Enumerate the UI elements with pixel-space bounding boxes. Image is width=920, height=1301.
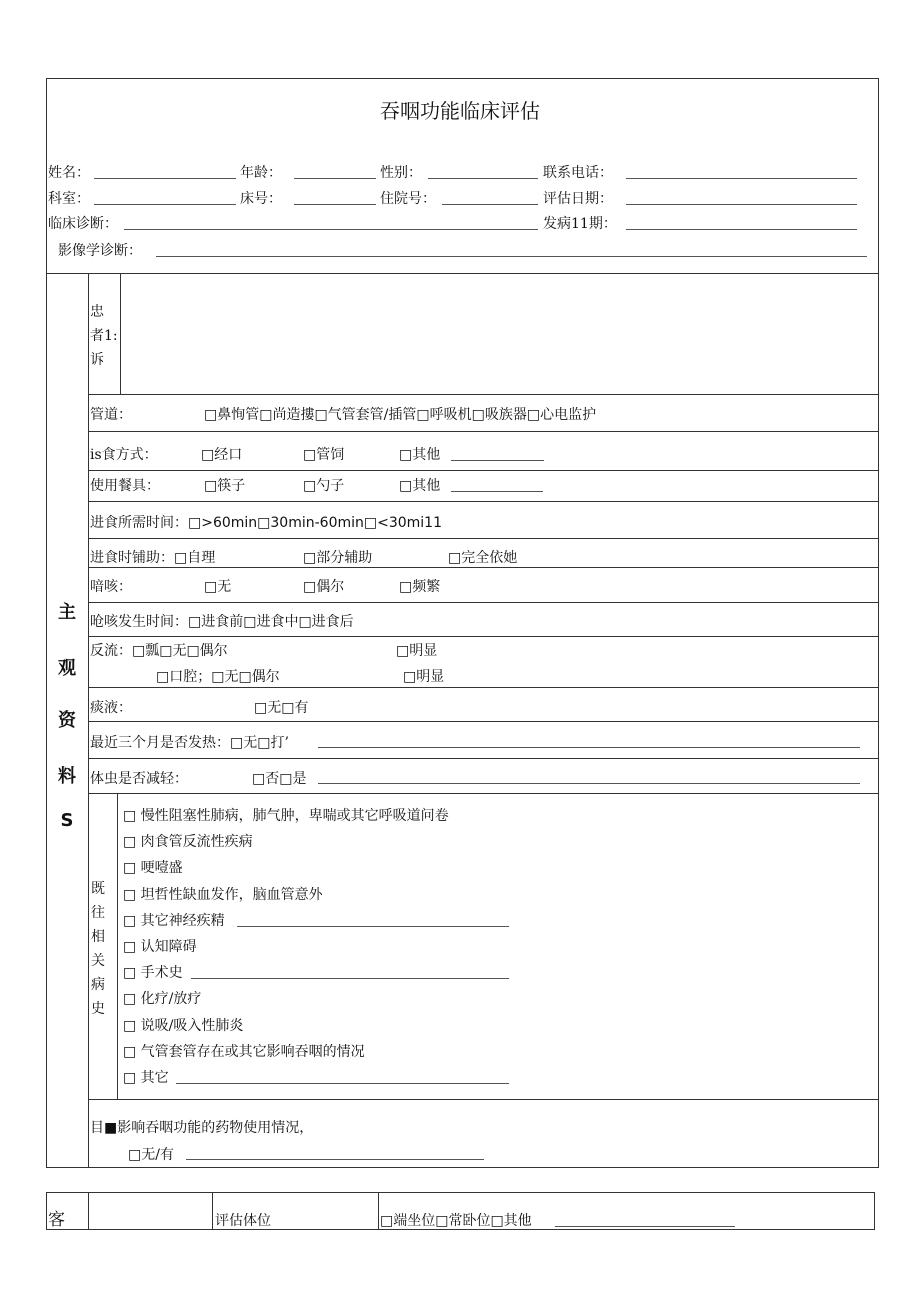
assist-option-partial[interactable]: □部分辅助: [303, 550, 373, 566]
diagnosis-field[interactable]: [124, 229, 538, 230]
history-other-field[interactable]: [176, 1083, 509, 1084]
utensil-option-other[interactable]: □其他: [399, 478, 441, 494]
medication-question: 目■影响吞咽功能的药物使用情况，: [90, 1120, 314, 1136]
objective-divider: [378, 1192, 379, 1230]
tube-options[interactable]: □鼻恂管□尚造摟□气管套管/插管□呼吸机□吸族器□心电监护: [204, 407, 597, 423]
utensil-other-field[interactable]: [451, 491, 543, 492]
assist-label[interactable]: 进食时铺助：□自理: [90, 550, 216, 566]
row-divider: [88, 793, 879, 794]
age-label: 年龄：: [240, 165, 282, 181]
history-item[interactable]: □ 化疗/放疗: [123, 991, 202, 1007]
fever-field[interactable]: [318, 747, 860, 748]
dept-label: 科室：: [48, 191, 90, 207]
history-divider: [117, 793, 118, 1099]
history-label-4: 关: [91, 953, 105, 969]
history-label-3: 相: [91, 929, 105, 945]
name-label: 姓名：: [48, 165, 90, 181]
history-item[interactable]: □ 认知障碍: [123, 939, 197, 955]
subjective-char-5: S: [60, 810, 74, 831]
admission-field[interactable]: [442, 204, 538, 205]
onset-label: 发病11期：: [543, 216, 617, 232]
complaint-input[interactable]: [122, 276, 876, 392]
history-item[interactable]: □ 坦哲性缺血发作，脑血管意外: [123, 887, 323, 903]
cough-option-none[interactable]: □无: [204, 579, 232, 595]
phone-label: 联系电话：: [543, 165, 613, 181]
feeding-option-tube[interactable]: □管饲: [303, 447, 345, 463]
history-item[interactable]: □ 哽噎盛: [123, 860, 183, 876]
history-item[interactable]: □ 手术史: [123, 965, 183, 981]
eating-time[interactable]: 进食所需时间：□>60min□30min-60min□<30mi11: [90, 515, 442, 531]
row-divider: [88, 470, 879, 471]
row-divider: [88, 501, 879, 502]
objective-divider: [212, 1192, 213, 1230]
cough-time[interactable]: 呛咳发生时间：□进食前□进食中□进食后: [90, 614, 354, 630]
utensil-option-spoon[interactable]: □勺子: [303, 478, 345, 494]
complaint-label-2: 者1:: [90, 328, 118, 344]
history-item[interactable]: □ 肉食管反流性疾病: [123, 834, 253, 850]
page-title: 吞咽功能临床评估: [380, 99, 540, 123]
utensil-option-chopsticks[interactable]: □筷子: [204, 478, 246, 494]
row-divider: [88, 394, 879, 395]
row-divider: [88, 636, 879, 637]
position-label: 评估体位: [215, 1213, 271, 1229]
history-item[interactable]: □ 其它神经疾精: [123, 913, 225, 929]
assist-option-full[interactable]: □完全依她: [448, 550, 518, 566]
reflux-line-2-obvious[interactable]: □明显: [403, 669, 445, 685]
row-divider: [88, 721, 879, 722]
fever-question[interactable]: 最近三个月是否发热：□无□打’: [90, 735, 289, 751]
medication-field[interactable]: [186, 1159, 484, 1160]
objective-divider: [88, 1192, 89, 1230]
history-item[interactable]: □ 气管套管存在或其它影响吞咽的情况: [123, 1044, 365, 1060]
subjective-char-4: 料: [58, 766, 76, 787]
eval-date-field[interactable]: [626, 204, 857, 205]
subjective-char-3: 资: [58, 710, 76, 731]
history-label-5: 病: [91, 977, 105, 993]
feeding-label: is食方式：: [90, 447, 158, 463]
name-field[interactable]: [94, 178, 236, 179]
history-neuro-field[interactable]: [237, 926, 509, 927]
medication-options[interactable]: □无/有: [128, 1147, 174, 1163]
row-divider: [88, 567, 879, 568]
sputum-options[interactable]: □无□有: [254, 700, 309, 716]
age-field[interactable]: [294, 178, 376, 179]
row-divider: [88, 431, 879, 432]
cough-option-frequent[interactable]: □频繁: [399, 579, 441, 595]
gender-label: 性别：: [380, 165, 422, 181]
complaint-label-3: 诉: [90, 352, 104, 368]
admission-label: 住院号：: [380, 191, 436, 207]
tube-label: 管道：: [90, 407, 132, 423]
eval-date-label: 评估日期：: [543, 191, 613, 207]
row-divider: [88, 1099, 879, 1100]
row-divider: [88, 602, 879, 603]
imaging-field[interactable]: [156, 256, 867, 257]
history-item[interactable]: □ 其它: [123, 1070, 169, 1086]
objective-side-char: 客: [48, 1210, 65, 1230]
history-label-1: 既: [91, 881, 105, 897]
weight-options[interactable]: □否□是: [252, 771, 307, 787]
subjective-char-1: 主: [58, 602, 76, 623]
reflux-line-1-obvious[interactable]: □明显: [396, 643, 438, 659]
row-divider: [88, 538, 879, 539]
row-divider: [88, 687, 879, 688]
diagnosis-label: 临床诊断：: [48, 216, 118, 232]
reflux-line-1[interactable]: 反流：□瓢□无□偶尔: [90, 643, 228, 659]
header-divider: [46, 273, 879, 274]
complaint-label-1: 忠: [90, 304, 104, 320]
sputum-label: 痰液：: [90, 700, 132, 716]
feeding-option-other[interactable]: □其他: [399, 447, 441, 463]
feeding-other-field[interactable]: [451, 460, 544, 461]
feeding-option-oral[interactable]: □经口: [201, 447, 243, 463]
phone-field[interactable]: [626, 178, 857, 179]
position-options[interactable]: □端坐位□常卧位□其他: [380, 1213, 532, 1229]
bed-label: 床号：: [240, 191, 282, 207]
dept-field[interactable]: [94, 204, 236, 205]
complaint-divider: [120, 273, 121, 394]
history-label-6: 史: [91, 1001, 105, 1017]
weight-label: 体虫是否减轻：: [90, 771, 188, 787]
utensil-label: 使用餐具：: [90, 478, 160, 494]
history-surgery-field[interactable]: [191, 978, 509, 979]
bed-field[interactable]: [294, 204, 376, 205]
history-label-2: 往: [91, 905, 105, 921]
cough-label: 喑咳：: [90, 579, 132, 595]
history-item[interactable]: □ 说吸/吸入性肺炎: [123, 1018, 244, 1034]
row-divider: [88, 758, 879, 759]
subjective-char-2: 观: [58, 658, 76, 679]
gender-field[interactable]: [428, 178, 538, 179]
position-other-field[interactable]: [555, 1226, 735, 1227]
reflux-line-2[interactable]: □口腔；□无□偶尔: [156, 669, 280, 685]
weight-field[interactable]: [318, 783, 860, 784]
imaging-label: 影像学诊断：: [58, 243, 142, 259]
cough-option-occasional[interactable]: □偶尔: [303, 579, 345, 595]
history-item[interactable]: □ 慢性阻塞性肺病，肺气肿，卑喘或其它呼吸道问卷: [123, 808, 449, 824]
onset-field[interactable]: [626, 229, 857, 230]
